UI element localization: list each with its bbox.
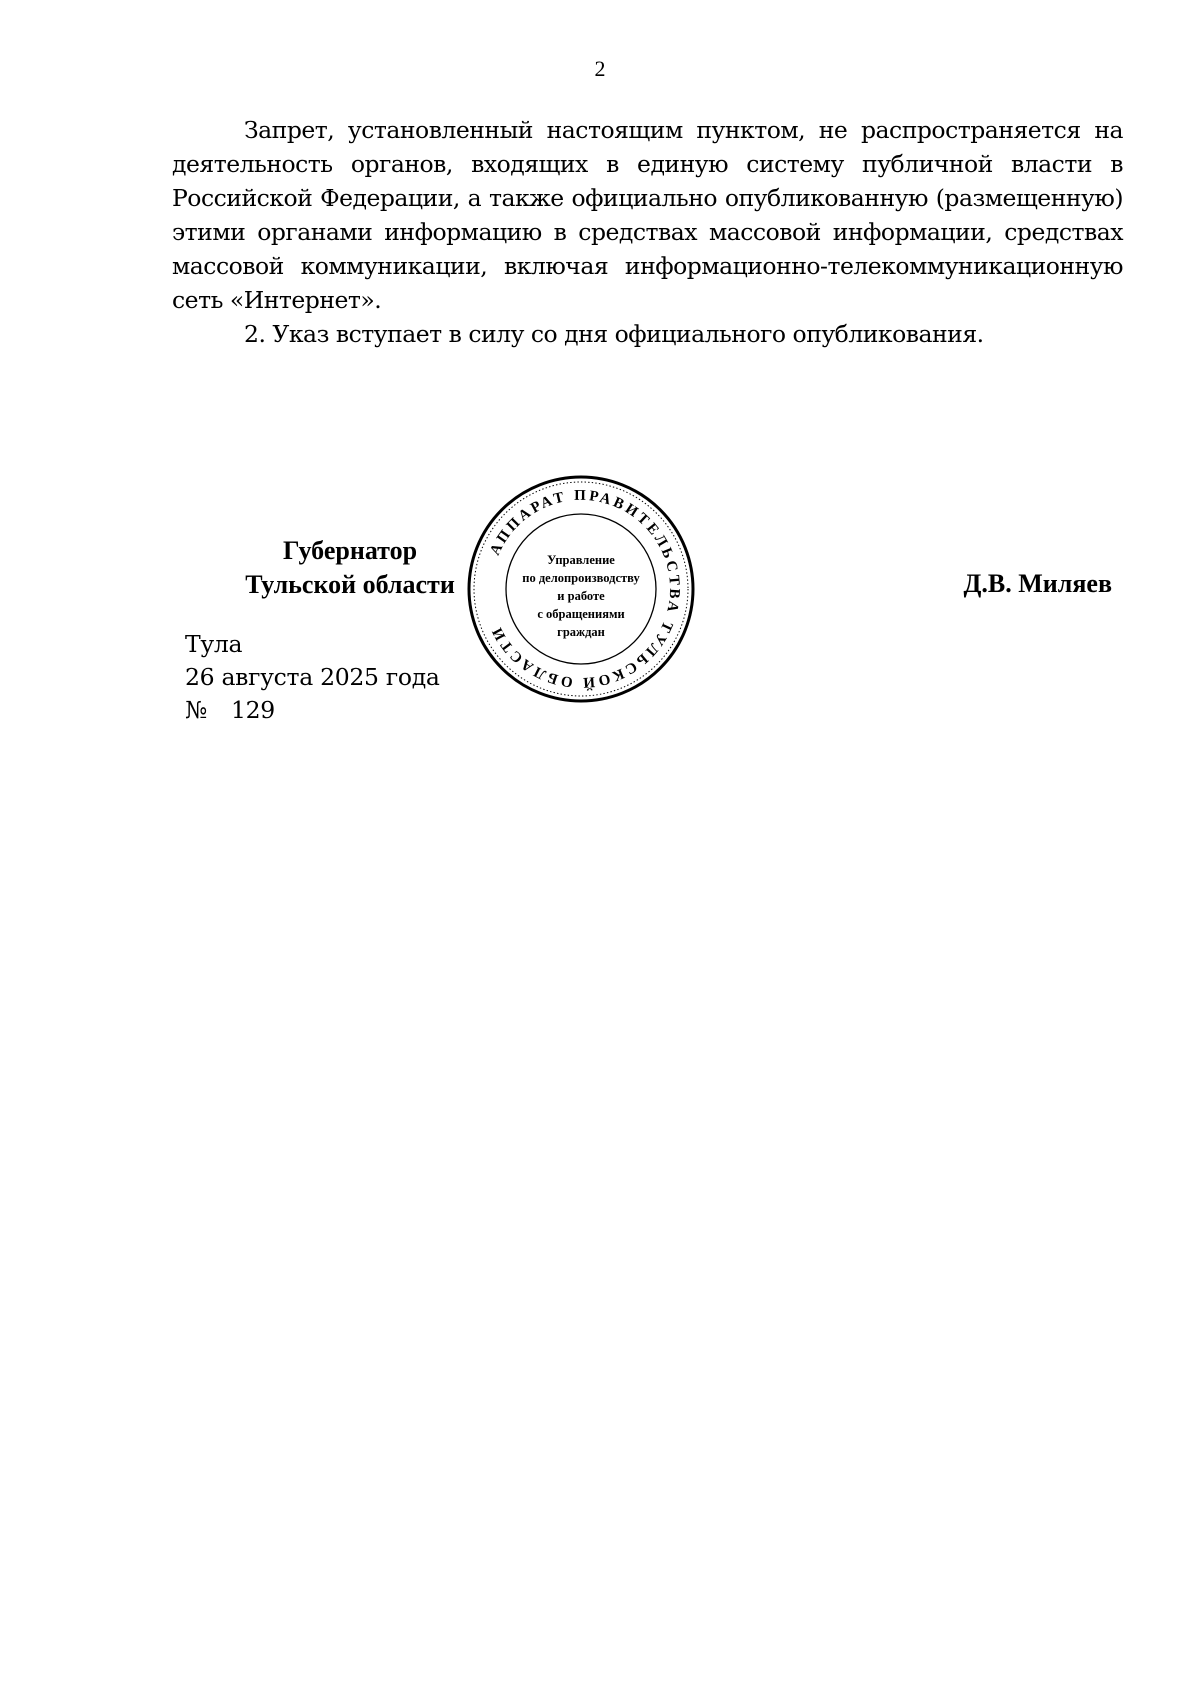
issue-city: Тула xyxy=(185,630,243,658)
seal-graphic xyxy=(465,473,697,705)
official-seal xyxy=(465,473,697,705)
seal-center-line-5: граждан xyxy=(557,625,605,639)
document-body xyxy=(172,113,1123,351)
issue-date: 26 августа 2025 года xyxy=(185,663,440,691)
page-number: 2 xyxy=(594,56,606,81)
paragraph-entry-into-force: 2. Указ вступает в силу со дня официального опубликования. xyxy=(244,320,984,348)
issue-details xyxy=(185,628,440,727)
seal-center-line-3: и работе xyxy=(557,589,605,603)
number-sign: № xyxy=(185,696,207,724)
paragraph-prohibition-exception: Запрет, установленный настоящим пунктом, не распространяется на деятельность органов, входящих в единую систему публичной власти в Российской Федерации, а также официально опубликованную (размещенную) этими органами информацию в средствах массовой информации, средствах массовой коммуникации, включая информационно-телекоммуникационную сеть «Интернет». xyxy=(172,116,1123,314)
seal-ring-textpath: АППАРАТ ПРАВИТЕЛЬСТВА ТУЛЬСКОЙ ОБЛАСТИ xyxy=(487,487,683,691)
signatory-position xyxy=(200,534,500,602)
issue-number-line xyxy=(185,694,440,727)
seal-center-line-4: с обращениями xyxy=(537,607,625,621)
signatory-region: Тульской области xyxy=(245,570,455,599)
signatory-name: Д.В. Миляев xyxy=(963,569,1112,598)
signatory-title: Губернатор xyxy=(282,536,418,565)
seal-center-line-2: по делопроизводству xyxy=(522,571,640,585)
issue-number: 129 xyxy=(230,696,275,724)
seal-center-line-1: Управление xyxy=(547,553,615,567)
